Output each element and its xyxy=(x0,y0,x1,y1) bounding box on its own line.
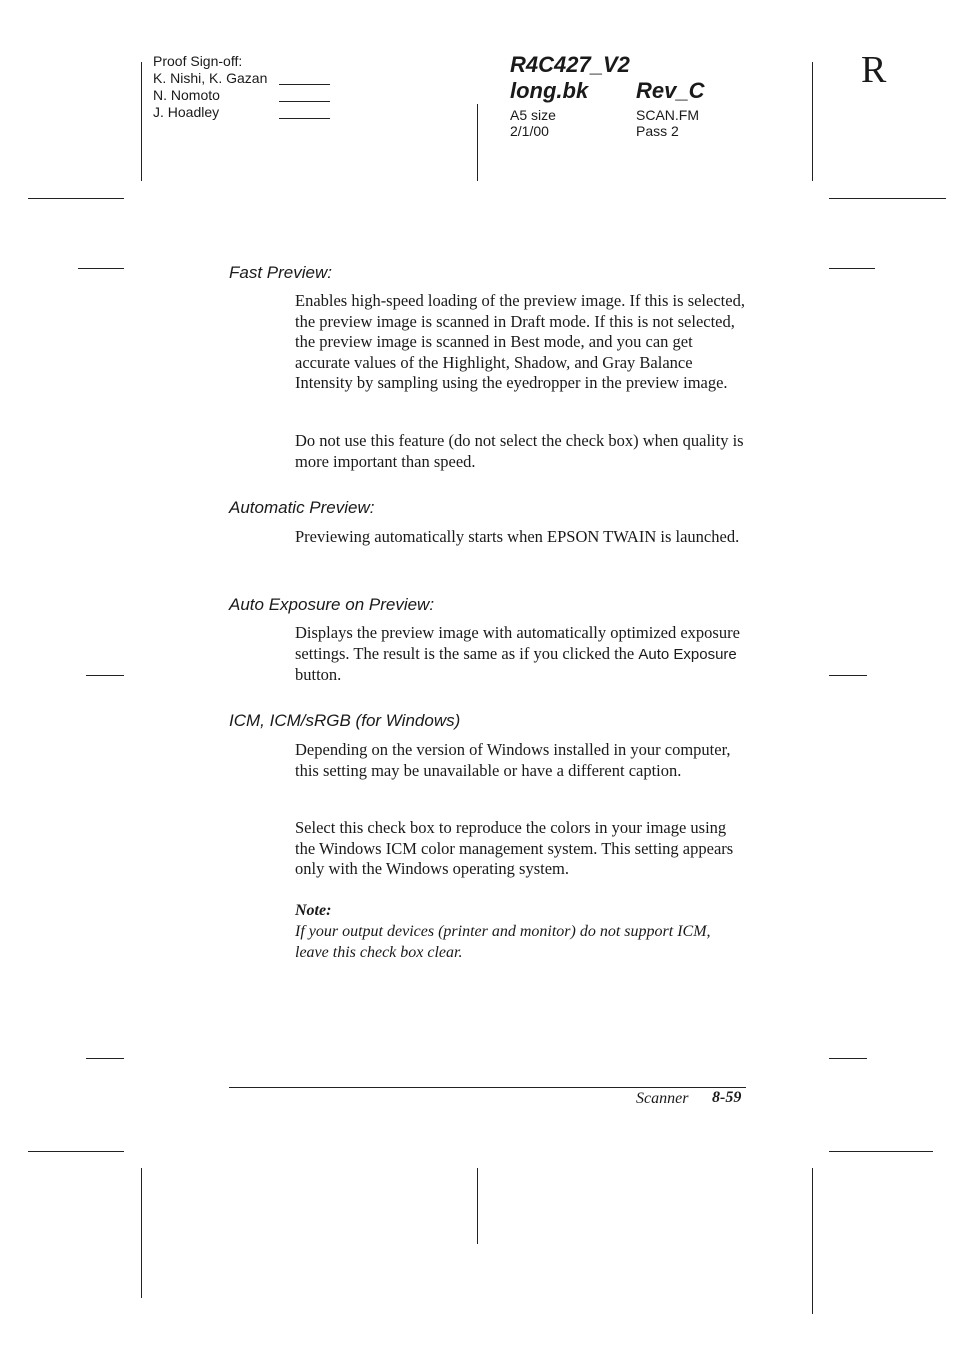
section-paragraph: Previewing automatically starts when EPSON TWAIN is launched. xyxy=(295,527,740,546)
doc-revision: Rev_C xyxy=(636,78,705,103)
doc-pass: Pass 2 xyxy=(636,123,679,139)
section-heading: ICM, ICM/sRGB (for Windows) xyxy=(229,711,461,730)
paragraph-text: button. xyxy=(295,665,342,684)
crop-mark-top-right xyxy=(812,62,813,181)
crop-mark-top-left xyxy=(141,62,142,181)
trim-mark-right-1 xyxy=(829,268,875,269)
section-paragraph: Depending on the version of Windows installed in your computer, this setting may be unavailable or have a different caption. xyxy=(295,740,731,780)
section-heading: Automatic Preview: xyxy=(229,498,375,517)
trim-mark-left-3 xyxy=(86,1058,124,1059)
doc-book: long.bk xyxy=(510,78,589,103)
crop-mark-right-bottom xyxy=(829,1151,933,1152)
crop-mark-bottom-right xyxy=(812,1168,813,1314)
crop-mark-right-top xyxy=(829,198,946,199)
proof-name: K. Nishi, K. Gazan xyxy=(153,70,268,86)
doc-file: SCAN.FM xyxy=(636,107,699,123)
doc-date: 2/1/00 xyxy=(510,123,549,139)
section-paragraph: Enables high-speed loading of the preview image. If this is selected, the preview image is scanned in Draft mode. If this is not selected, the preview image is scanned in Best mode, and you can get accurate values of the Highlight, Shadow, and Gray Balance Intensity by sampling using the eyedropper in the preview image. xyxy=(295,291,745,392)
trim-mark-right-3 xyxy=(829,1058,867,1059)
page-number: 8-59 xyxy=(712,1089,742,1106)
section-tab-letter: R xyxy=(861,49,887,91)
proof-signoff xyxy=(153,53,267,121)
proof-name: N. Nomoto xyxy=(153,87,220,103)
doc-size: A5 size xyxy=(510,107,556,123)
proof-name: J. Hoadley xyxy=(153,104,220,120)
crop-mark-top-center xyxy=(477,104,478,181)
crop-mark-left-top xyxy=(28,198,124,199)
footer-rule xyxy=(229,1087,746,1088)
signature-line xyxy=(279,101,330,102)
footer-chapter: Scanner xyxy=(636,1090,689,1107)
signature-line xyxy=(279,84,330,85)
note-title: Note: xyxy=(295,902,332,919)
signature-line xyxy=(279,118,330,119)
section-paragraph: Do not use this feature (do not select the check box) when quality is more important than speed. xyxy=(295,431,744,471)
proof-title: Proof Sign-off: xyxy=(153,53,243,69)
note-text: If your output devices (printer and monitor) do not support ICM, leave this check box clear. xyxy=(295,923,711,961)
section-heading: Fast Preview: xyxy=(229,263,332,282)
section-paragraph: Select this check box to reproduce the colors in your image using the Windows ICM color management system. This setting appears only with the Windows operating system. xyxy=(295,818,734,878)
button-name-reference: Auto Exposure xyxy=(638,645,737,663)
trim-mark-left-1 xyxy=(78,268,124,269)
section-heading: Auto Exposure on Preview: xyxy=(229,595,435,614)
crop-mark-left-bottom xyxy=(28,1151,124,1152)
trim-mark-right-2 xyxy=(829,675,867,676)
crop-mark-bottom-center xyxy=(477,1168,478,1244)
section-paragraph xyxy=(295,623,747,686)
doc-code: R4C427_V2 xyxy=(510,52,630,77)
crop-mark-bottom-left xyxy=(141,1168,142,1298)
trim-mark-left-2 xyxy=(86,675,124,676)
paragraph-text: Displays the preview image with automatically optimized exposure settings. The result is the same as if you clicked the xyxy=(295,623,740,663)
